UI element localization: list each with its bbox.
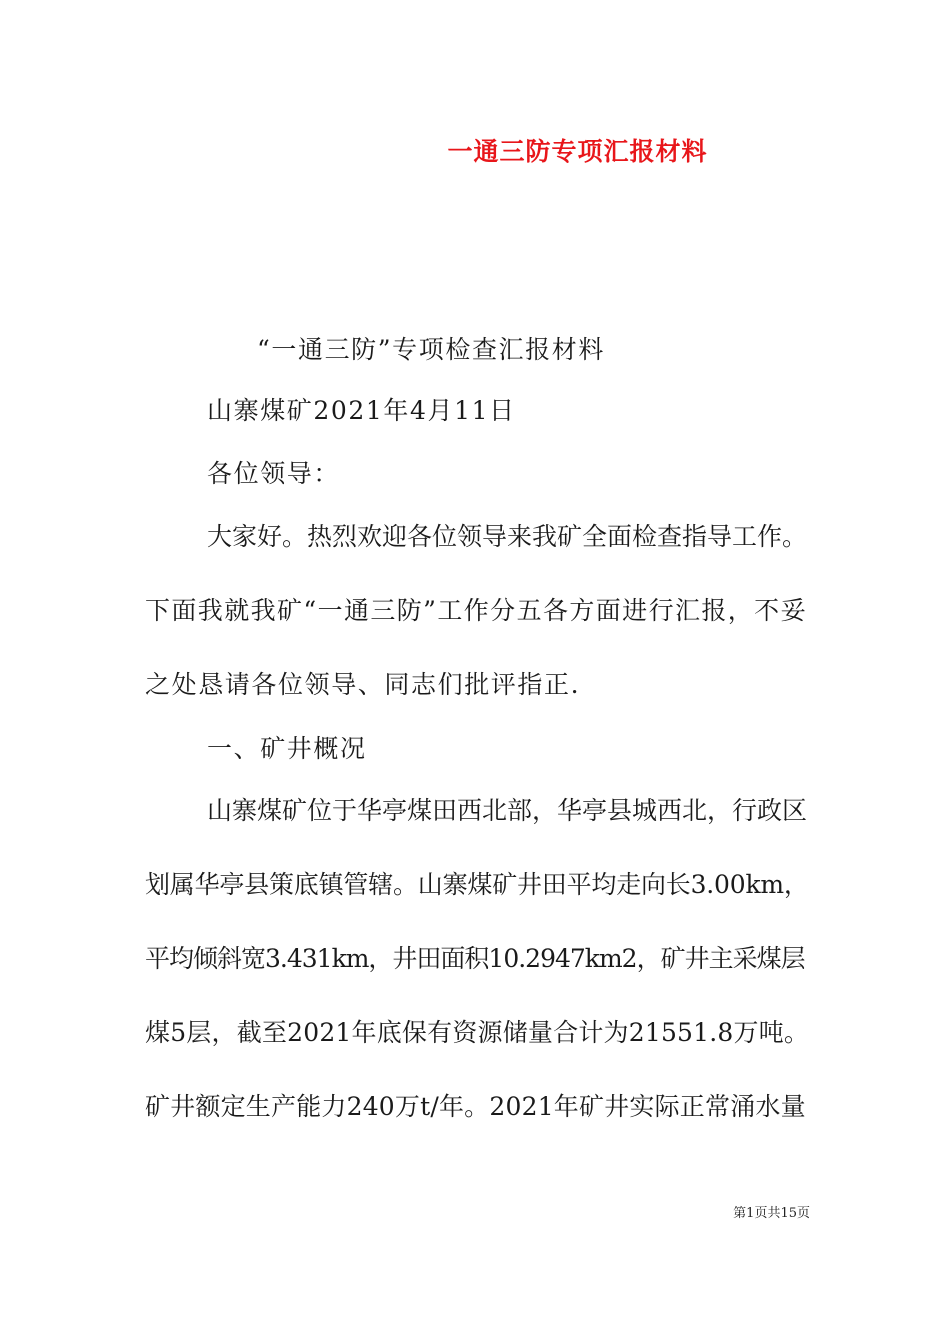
section-1-heading: 一、矿井概况	[207, 734, 367, 763]
document-title: 一通三防专项汇报材料	[447, 137, 708, 166]
salutation: 各位领导：	[207, 459, 341, 488]
date-line: 山寨煤矿2021年4月11日	[207, 396, 516, 425]
paragraph-1-line-3: 之处恳请各位领导、同志们批评指正.	[145, 670, 581, 699]
paragraph-1-line-2: 下面我就我矿“一通三防”工作分五各方面进行汇报，不妥	[145, 596, 807, 625]
paragraph-2-line-3: 平均倾斜宽3.431km，井田面积10.2947km2，矿井主采煤层	[145, 944, 805, 973]
paragraph-2-line-2: 划属华亭县策底镇管辖。山寨煤矿井田平均走向长3.00km，	[145, 870, 809, 899]
paragraph-2-line-5: 矿井额定生产能力240万t/年。2021年矿井实际正常涌水量	[145, 1092, 806, 1121]
paragraph-2-line-4: 煤5层，截至2021年底保有资源储量合计为21551.8万吨。	[145, 1018, 810, 1047]
paragraph-2-line-1: 山寨煤矿位于华亭煤田西北部，华亭县城西北，行政区	[207, 796, 808, 825]
report-subtitle: “一通三防”专项检查汇报材料	[257, 335, 605, 364]
page-number: 第1页共15页	[733, 1206, 810, 1221]
paragraph-1-line-1: 大家好。热烈欢迎各位领导来我矿全面检查指导工作。	[207, 522, 808, 551]
